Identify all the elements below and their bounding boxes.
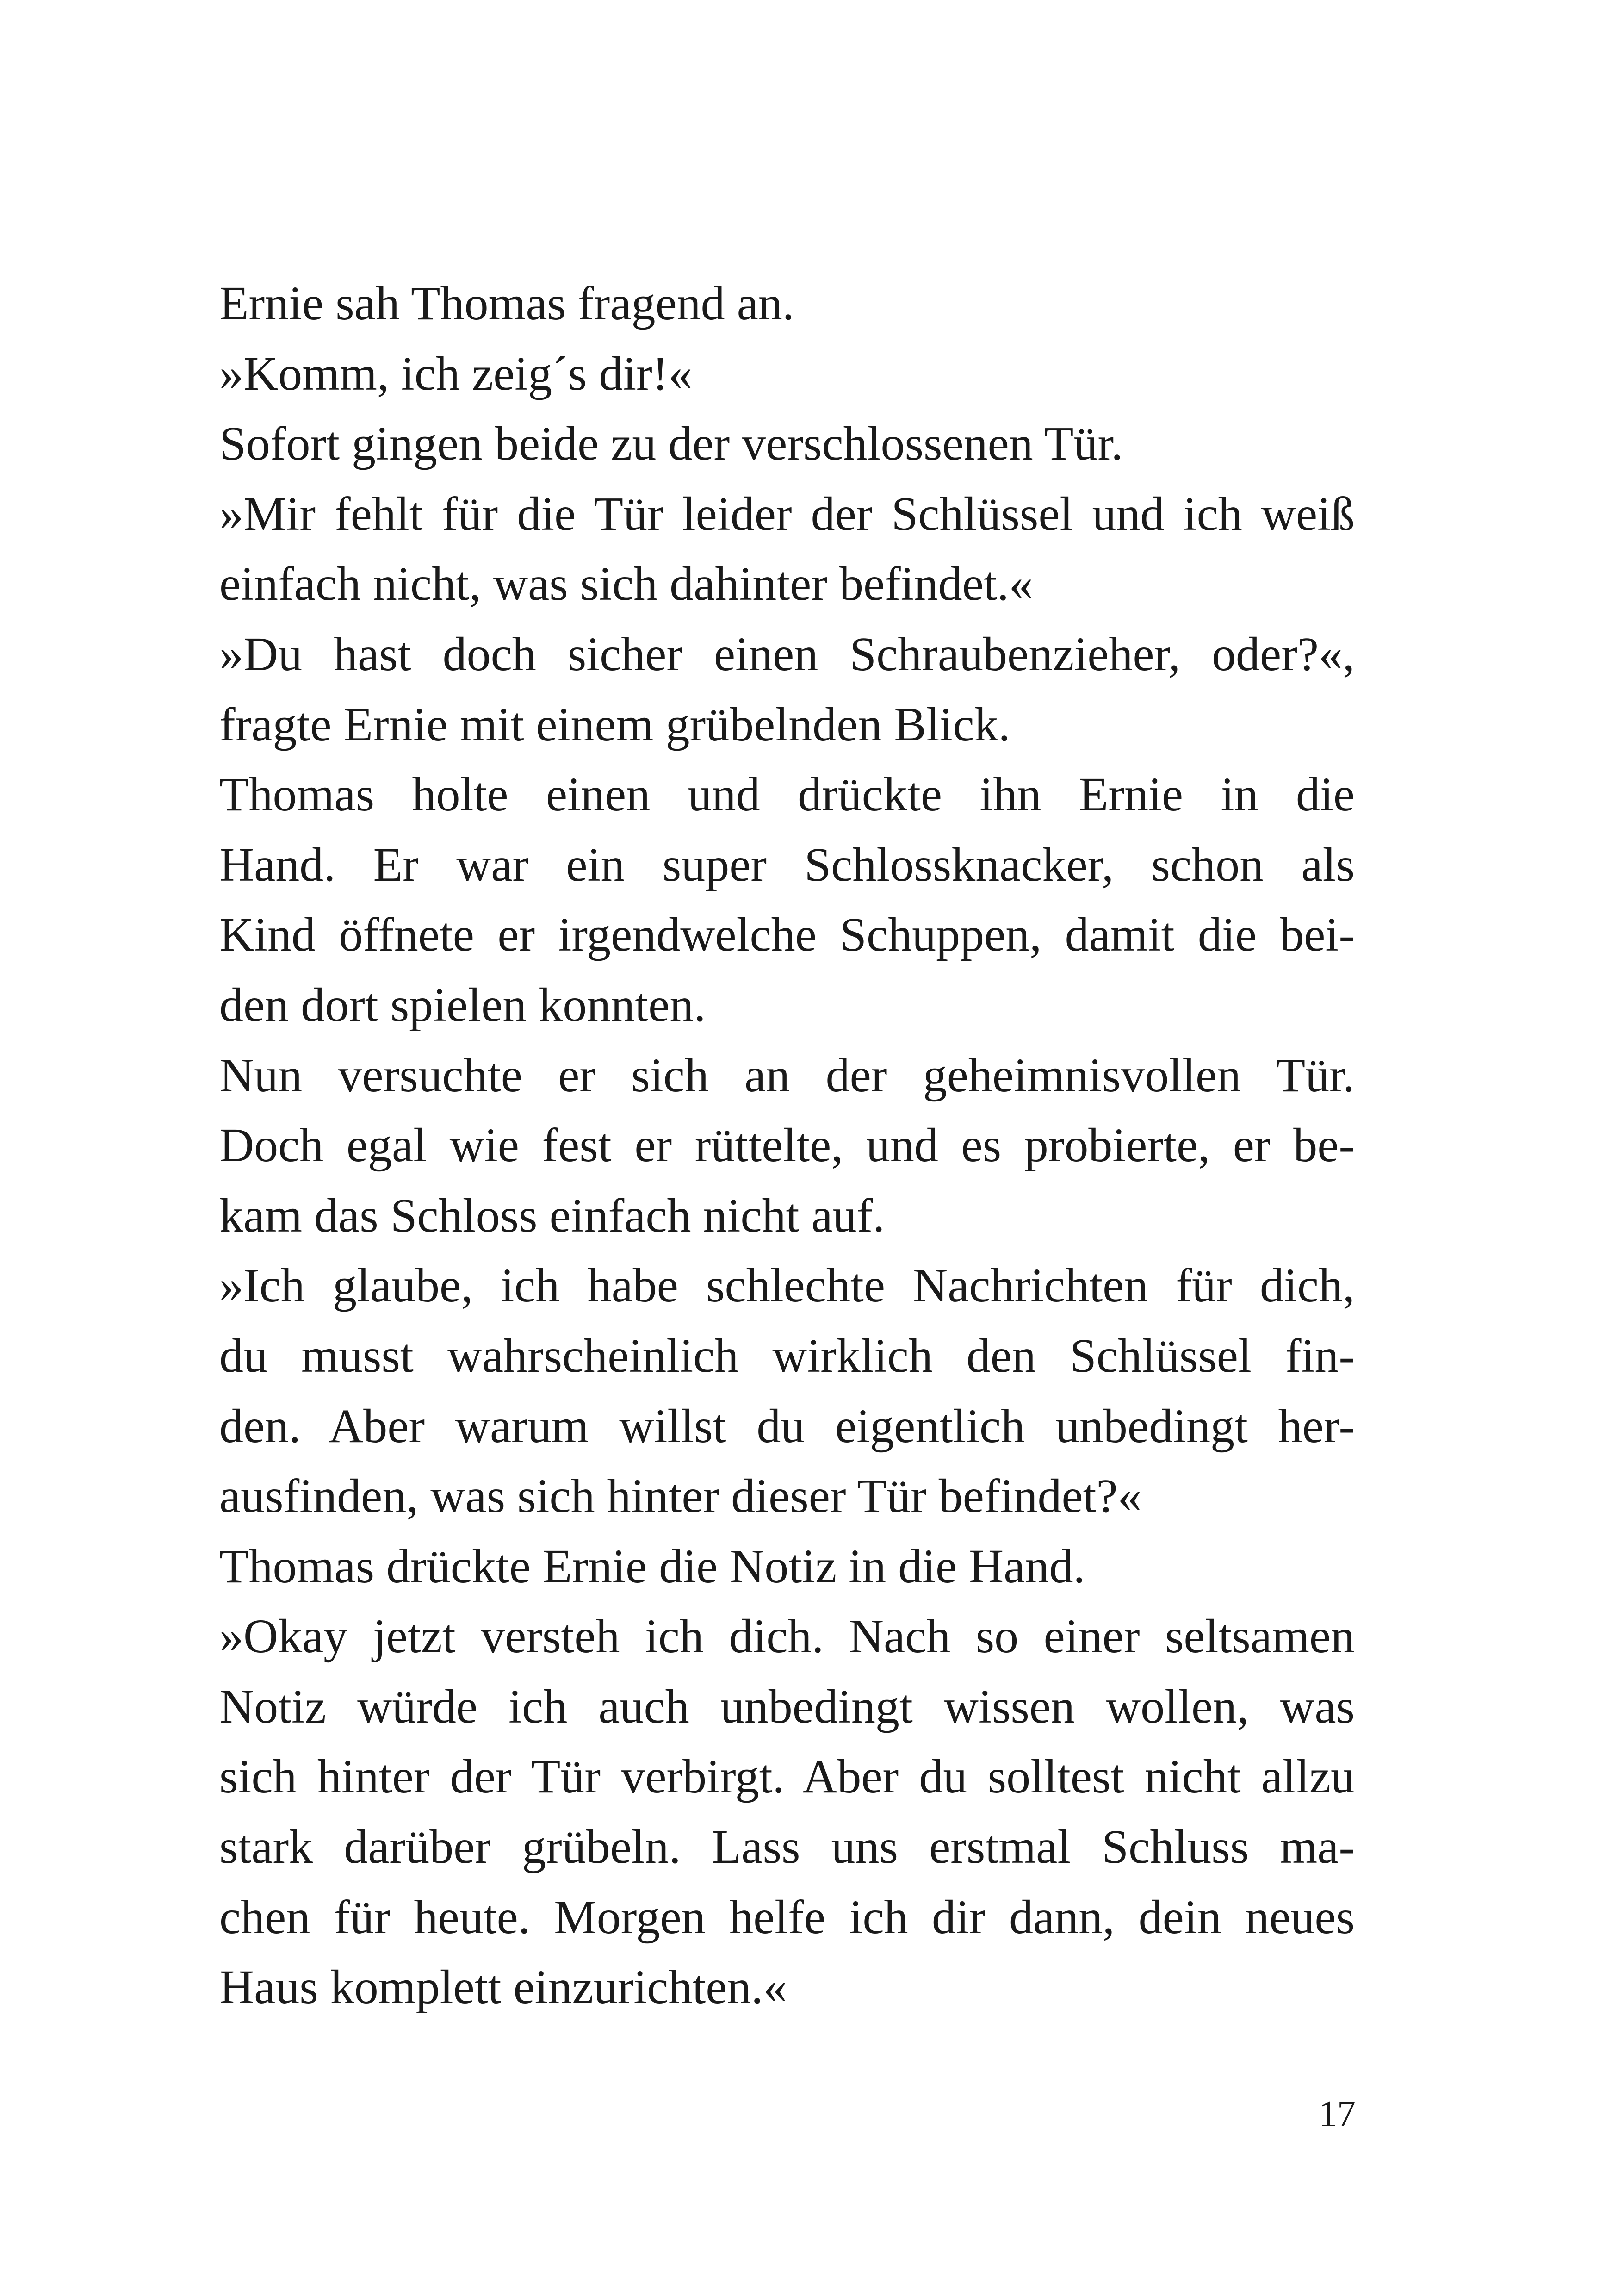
page-number: 17 <box>1319 2094 1356 2134</box>
text-line: ausfinden, was sich hinter dieser Tür befindet?« <box>219 1469 1142 1523</box>
body-text <box>219 268 1355 2022</box>
text-line: »Ich glaube, ich habe schlechte Nachrichten für dich, <box>219 1259 1355 1313</box>
text-line: »Mir fehlt für die Tür leider der Schlüssel und ich weiß <box>219 487 1355 541</box>
text-line: Hand. Er war ein super Schlossknacker, schon als <box>219 838 1355 891</box>
text-line: Nun versuchte er sich an der geheimnisvollen Tür. <box>219 1048 1355 1102</box>
text-line: chen für heute. Morgen helfe ich dir dann, dein neues <box>219 1890 1355 1944</box>
text-line: »Komm, ich zeig´s dir!« <box>219 347 693 400</box>
text-line: Kind öffnete er irgendwelche Schuppen, damit die bei- <box>219 908 1355 962</box>
text-line: einfach nicht, was sich dahinter befindet.« <box>219 557 1033 611</box>
text-line: Haus komplett einzurichten.« <box>219 1960 787 2014</box>
text-line: Thomas drückte Ernie die Notiz in die Hand. <box>219 1539 1085 1593</box>
text-line: Doch egal wie fest er rüttelte, und es probierte, er be- <box>219 1119 1355 1172</box>
text-line: Ernie sah Thomas fragend an. <box>219 277 794 330</box>
text-line: »Du hast doch sicher einen Schraubenzieher, oder?«, <box>219 627 1355 681</box>
text-line: Notiz würde ich auch unbedingt wissen wollen, was <box>219 1680 1355 1733</box>
text-line: fragte Ernie mit einem grübelnden Blick. <box>219 697 1010 751</box>
text-line: »Okay jetzt versteh ich dich. Nach so einer seltsamen <box>219 1610 1355 1663</box>
text-line: Thomas holte einen und drückte ihn Ernie in die <box>219 768 1355 821</box>
text-line: den. Aber warum willst du eigentlich unbedingt her- <box>219 1399 1355 1453</box>
text-line: sich hinter der Tür verbirgt. Aber du solltest nicht allzu <box>219 1750 1355 1804</box>
text-line: kam das Schloss einfach nicht auf. <box>219 1188 885 1242</box>
text-line: Sofort gingen beide zu der verschlossenen Tür. <box>219 417 1123 471</box>
text-line: stark darüber grübeln. Lass uns erstmal Schluss ma- <box>219 1820 1355 1874</box>
text-line: den dort spielen konnten. <box>219 978 706 1032</box>
text-line: du musst wahrscheinlich wirklich den Schlüssel fin- <box>219 1329 1355 1382</box>
